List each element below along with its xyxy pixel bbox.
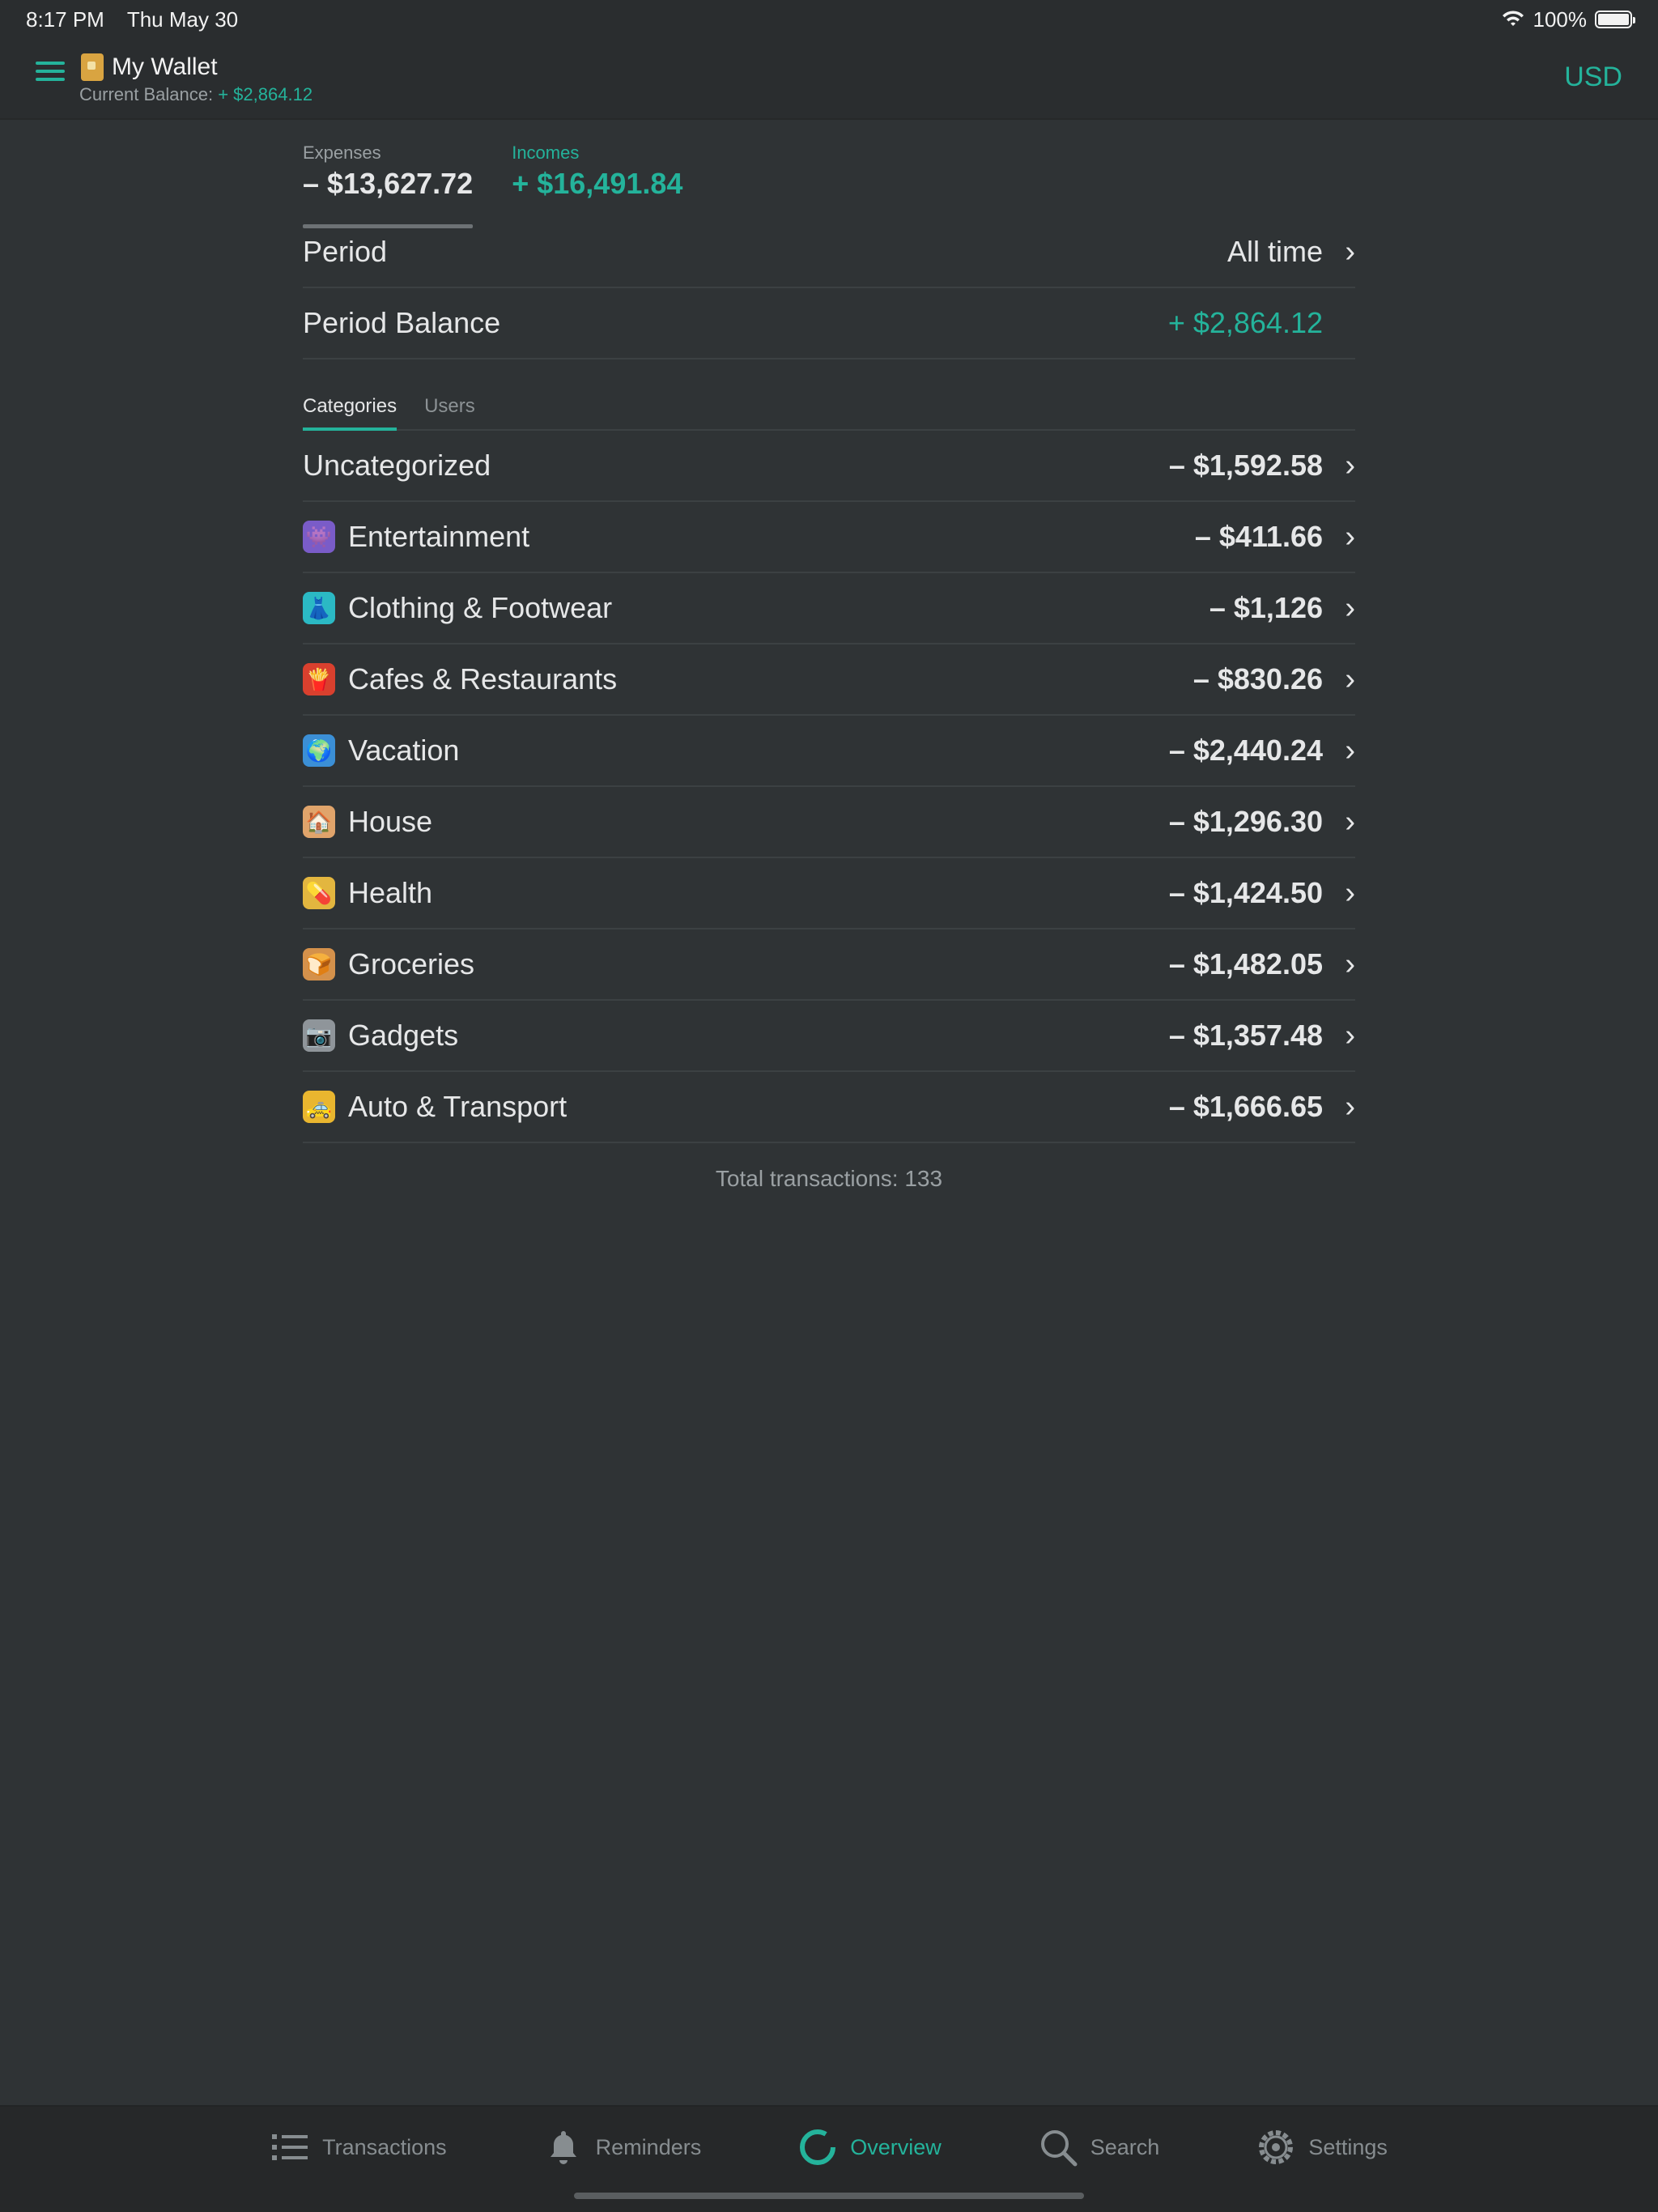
category-name-wrap — [303, 662, 1193, 696]
category-name-wrap — [303, 520, 1195, 554]
category-name: House — [348, 805, 433, 838]
category-row[interactable] — [303, 929, 1355, 1001]
status-date: Thu May 30 — [126, 6, 239, 32]
category-name: Vacation — [348, 734, 460, 767]
currency-button[interactable]: USD — [1564, 62, 1622, 92]
list-icon — [270, 2128, 309, 2167]
category-name-wrap — [303, 734, 1169, 768]
category-name-wrap — [303, 591, 1209, 625]
chevron-right-icon: › — [1345, 875, 1355, 910]
category-amount: – $1,666.65 — [1168, 1090, 1323, 1123]
category-amount: – $1,482.05 — [1168, 947, 1323, 981]
category-name: Groceries — [348, 947, 475, 981]
chevron-right-icon: › — [1345, 234, 1355, 269]
category-row[interactable] — [303, 502, 1355, 573]
category-row[interactable] — [303, 644, 1355, 716]
chevron-right-icon: › — [1345, 733, 1355, 768]
status-bar — [0, 0, 1658, 39]
tab-transactions[interactable] — [222, 2107, 495, 2188]
current-balance — [79, 84, 312, 105]
tab-search-label: Search — [1090, 2134, 1160, 2159]
battery-percent: 100% — [1533, 6, 1587, 32]
chevron-right-icon: › — [1345, 661, 1355, 696]
category-name: Entertainment — [348, 520, 530, 553]
battery-icon — [1595, 11, 1632, 28]
category-name: Uncategorized — [303, 449, 491, 482]
incomes-label: Incomes — [512, 143, 580, 163]
category-name-wrap — [303, 876, 1169, 910]
tab-settings-label: Settings — [1308, 2134, 1388, 2159]
period-label: Period — [303, 235, 388, 268]
tab-users[interactable]: Users — [424, 395, 475, 417]
category-row[interactable] — [303, 787, 1355, 858]
category-row[interactable] — [303, 1001, 1355, 1072]
bell-icon — [544, 2128, 583, 2167]
chevron-right-icon: › — [1345, 519, 1355, 554]
breakdown-tabs — [303, 359, 1355, 431]
category-amount: – $1,126 — [1209, 591, 1323, 624]
category-name: Auto & Transport — [348, 1090, 568, 1123]
category-name: Health — [348, 876, 433, 909]
search-icon — [1039, 2128, 1078, 2167]
category-icon: 🌍 — [303, 734, 335, 767]
chevron-right-icon: › — [1345, 1018, 1355, 1053]
period-balance-row — [303, 288, 1355, 359]
category-icon: 🍞 — [303, 948, 335, 981]
wifi-icon — [1501, 10, 1525, 29]
category-icon: 🏠 — [303, 806, 335, 838]
chevron-right-icon: › — [1345, 804, 1355, 839]
hamburger-icon — [36, 62, 65, 65]
category-name-wrap — [303, 947, 1169, 981]
tab-overview-label: Overview — [850, 2134, 942, 2159]
category-icon: 📷 — [303, 1019, 335, 1052]
current-balance-label: Current Balance: — [79, 84, 214, 104]
category-name: Cafes & Restaurants — [348, 662, 618, 696]
category-row[interactable] — [303, 573, 1355, 644]
wallet-icon — [81, 53, 104, 81]
category-amount: – $1,592.58 — [1168, 449, 1323, 482]
category-name-wrap — [303, 1019, 1169, 1053]
category-row[interactable] — [303, 858, 1355, 929]
category-amount: – $411.66 — [1194, 520, 1323, 553]
category-icon: 🍟 — [303, 663, 335, 696]
overview-content — [303, 121, 1355, 1192]
tab-search[interactable] — [990, 2107, 1209, 2188]
donut-chart-icon — [798, 2128, 837, 2167]
category-name: Gadgets — [348, 1019, 459, 1052]
category-amount: – $830.26 — [1192, 662, 1323, 696]
status-right — [1501, 7, 1633, 32]
menu-button[interactable] — [36, 57, 65, 86]
expenses-value: – $13,627.72 — [303, 167, 474, 200]
category-row[interactable] — [303, 1072, 1355, 1143]
chevron-right-icon: › — [1345, 448, 1355, 483]
category-icon: 👾 — [303, 521, 335, 553]
category-name-wrap — [303, 805, 1169, 839]
tab-reminders-label: Reminders — [595, 2134, 702, 2159]
tab-settings[interactable] — [1208, 2107, 1436, 2188]
gear-icon — [1256, 2128, 1295, 2167]
category-row[interactable] — [303, 431, 1355, 502]
incomes-value: + $16,491.84 — [512, 167, 683, 200]
period-balance-label: Period Balance — [303, 306, 501, 339]
category-amount: – $2,440.24 — [1168, 734, 1323, 767]
tab-bar — [0, 2105, 1658, 2212]
category-icon: 👗 — [303, 592, 335, 624]
incomes-tab[interactable] — [512, 143, 682, 217]
category-name-wrap — [303, 449, 1169, 483]
current-balance-value: + $2,864.12 — [218, 84, 313, 104]
summary-tabs — [303, 121, 1355, 217]
nav-bar — [0, 39, 1658, 120]
expenses-tab[interactable] — [303, 143, 473, 217]
category-amount: – $1,296.30 — [1168, 805, 1323, 838]
tab-reminders[interactable] — [495, 2107, 750, 2188]
home-indicator — [574, 2193, 1084, 2199]
chevron-right-icon: › — [1345, 946, 1355, 981]
category-name: Clothing & Footwear — [348, 591, 613, 624]
tab-overview[interactable] — [750, 2107, 990, 2188]
category-icon: 💊 — [303, 877, 335, 909]
status-time: 8:17 PM — [26, 6, 104, 32]
category-list — [303, 431, 1355, 1143]
expenses-label: Expenses — [303, 143, 381, 163]
chevron-right-icon: › — [1345, 590, 1355, 625]
wallet-name: My Wallet — [112, 53, 218, 80]
category-icon: 🚕 — [303, 1091, 335, 1123]
chevron-right-icon: › — [1345, 1089, 1355, 1124]
category-amount: – $1,424.50 — [1168, 876, 1323, 909]
category-amount: – $1,357.48 — [1168, 1019, 1323, 1052]
category-row[interactable] — [303, 716, 1355, 787]
category-name-wrap — [303, 1090, 1169, 1124]
total-transactions: Total transactions: 133 — [715, 1166, 943, 1191]
wallet-title[interactable] — [81, 53, 218, 81]
tab-categories[interactable]: Categories — [303, 395, 397, 429]
period-balance-value: + $2,864.12 — [1167, 306, 1323, 339]
tab-transactions-label: Transactions — [322, 2134, 447, 2159]
period-value: All time — [1226, 235, 1323, 268]
